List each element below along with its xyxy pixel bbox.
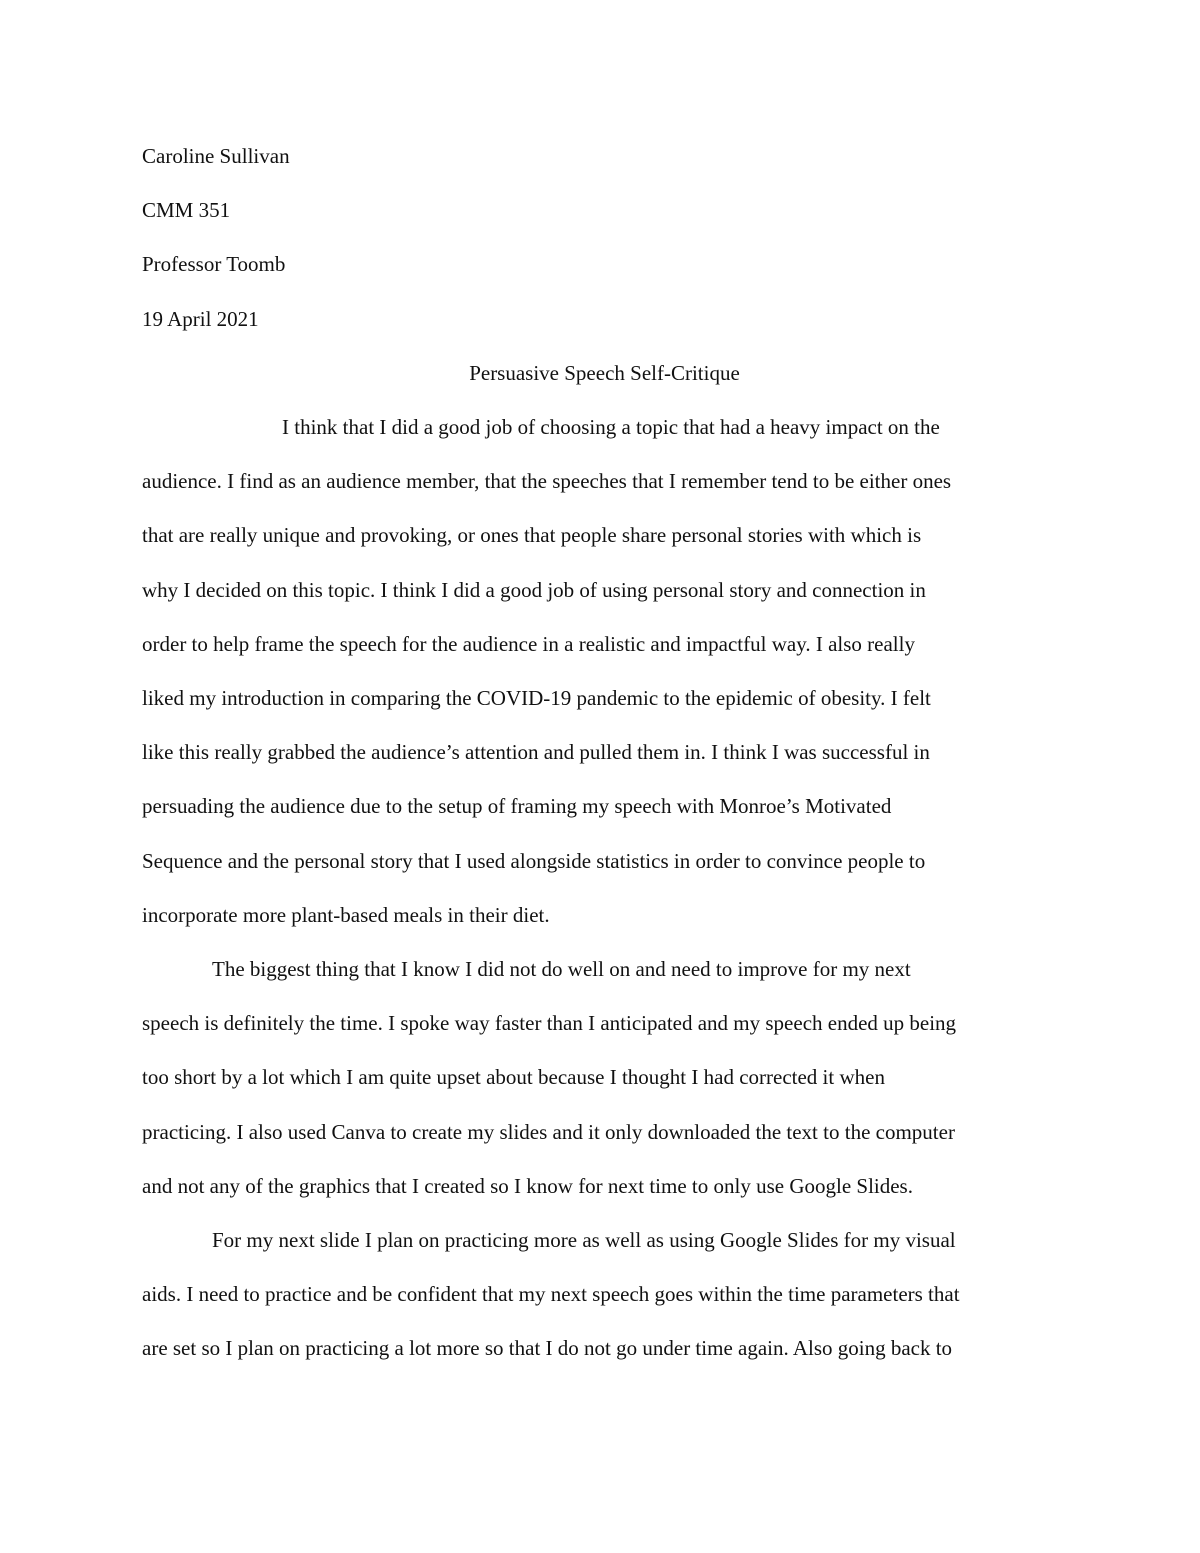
paragraph-line: Sequence and the personal story that I used alongside statistics in order to convince people to: [142, 848, 926, 873]
paragraph-line: and not any of the graphics that I created so I know for next time to only use Google Slides.: [142, 1173, 913, 1198]
paragraph-line: that are really unique and provoking, or ones that people share personal stories with which is: [142, 523, 922, 548]
paragraph-line: practicing. I also used Canva to create my slides and it only downloaded the text to the computer: [142, 1119, 955, 1144]
paragraph-line: For my next slide I plan on practicing more as well as using Google Slides for my visual: [212, 1228, 956, 1253]
paragraph-line: speech is definitely the time. I spoke way faster than I anticipated and my speech ended up being: [142, 1011, 957, 1036]
paragraph-line: liked my introduction in comparing the COVID-19 pandemic to the epidemic of obesity. I felt: [142, 686, 931, 711]
paragraph-3: [142, 1213, 1067, 1376]
author-name: Caroline Sullivan: [142, 144, 290, 168]
paragraph-line: aids. I need to practice and be confident that my next speech goes within the time parameters that: [142, 1282, 960, 1307]
paragraph-line: order to help frame the speech for the audience in a realistic and impactful way. I also really: [142, 631, 915, 656]
professor-name: Professor Toomb: [142, 252, 286, 277]
paragraph-line: incorporate more plant-based meals in their diet.: [142, 902, 550, 927]
paragraph-line: too short by a lot which I am quite upset about because I thought I had corrected it when: [142, 1065, 885, 1090]
paragraph-line: why I decided on this topic. I think I did a good job of using personal story and connection in: [142, 577, 926, 602]
document-title: Persuasive Speech Self-Critique: [469, 360, 740, 385]
course-code: CMM 351: [142, 198, 231, 223]
document-body: [142, 129, 1067, 1376]
paragraph-2: [142, 942, 1067, 1213]
paragraph-line: persuading the audience due to the setup of framing my speech with Monroe’s Motivated: [142, 794, 892, 819]
paragraph-line: like this really grabbed the audience’s attention and pulled them in. I think I was successful in: [142, 740, 930, 765]
paragraph-line: I think that I did a good job of choosing a topic that had a heavy impact on the: [282, 415, 940, 440]
paragraph-line: audience. I find as an audience member, that the speeches that I remember tend to be either ones: [142, 469, 952, 494]
document-date: 19 April 2021: [142, 306, 259, 331]
paragraph-1: [142, 400, 1067, 942]
paragraph-line: The biggest thing that I know I did not do well on and need to improve for my next: [212, 957, 911, 982]
paragraph-line: are set so I plan on practicing a lot more so that I do not go under time again. Also going back to: [142, 1336, 953, 1361]
